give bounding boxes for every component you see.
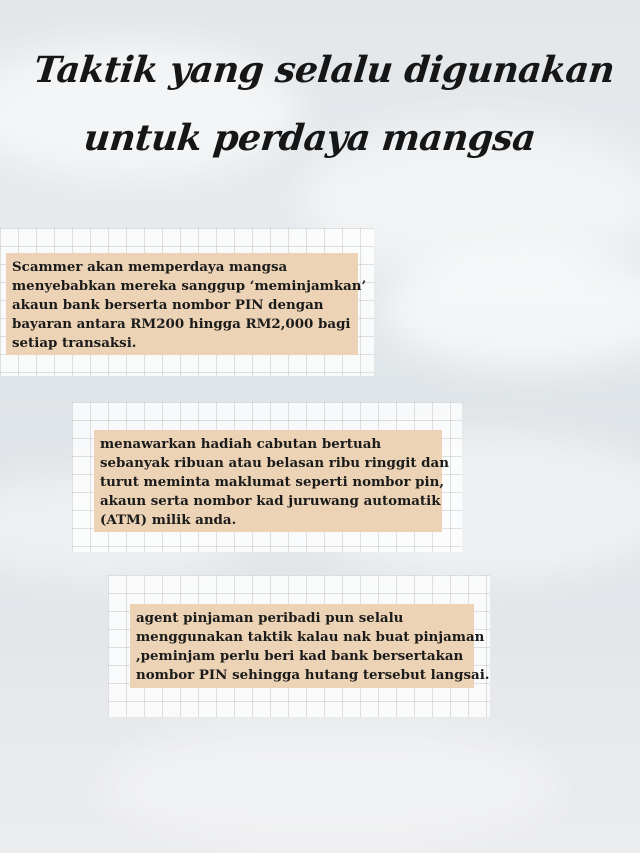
note-line: (ATM) milik anda. xyxy=(100,512,237,528)
note-line: akaun serta nombor kad juruwang automatik xyxy=(100,493,441,509)
note-line: ,peminjam perlu beri kad bank bersertakan xyxy=(136,648,464,664)
tactic-note-2 xyxy=(94,430,449,532)
note-line: Scammer akan memperdaya mangsa xyxy=(12,259,288,275)
cloud-decoration xyxy=(100,720,560,850)
tactic-note-1 xyxy=(6,253,367,355)
title-line-1: Taktik yang selalu digunakan xyxy=(31,49,617,91)
note-line: bayaran antara RM200 hingga RM2,000 bagi xyxy=(12,316,351,332)
note-line: turut meminta maklumat seperti nombor pin, xyxy=(100,474,445,490)
tactic-note-3 xyxy=(130,604,490,688)
note-line: nombor PIN sehingga hutang tersebut langsai. xyxy=(136,667,490,683)
note-line: akaun bank berserta nombor PIN dengan xyxy=(12,297,324,313)
note-line: menawarkan hadiah cabutan bertuah xyxy=(100,436,382,452)
note-line: menggunakan taktik kalau nak buat pinjaman xyxy=(136,629,485,645)
note-line: setiap transaksi. xyxy=(12,335,137,351)
title-line-2: untuk perdaya mangsa xyxy=(81,117,538,159)
note-line: agent pinjaman peribadi pun selalu xyxy=(136,610,404,626)
note-line: menyebabkan mereka sanggup ‘meminjamkan’ xyxy=(12,278,367,294)
note-line: sebanyak ribuan atau belasan ribu ringgit dan xyxy=(100,455,449,471)
